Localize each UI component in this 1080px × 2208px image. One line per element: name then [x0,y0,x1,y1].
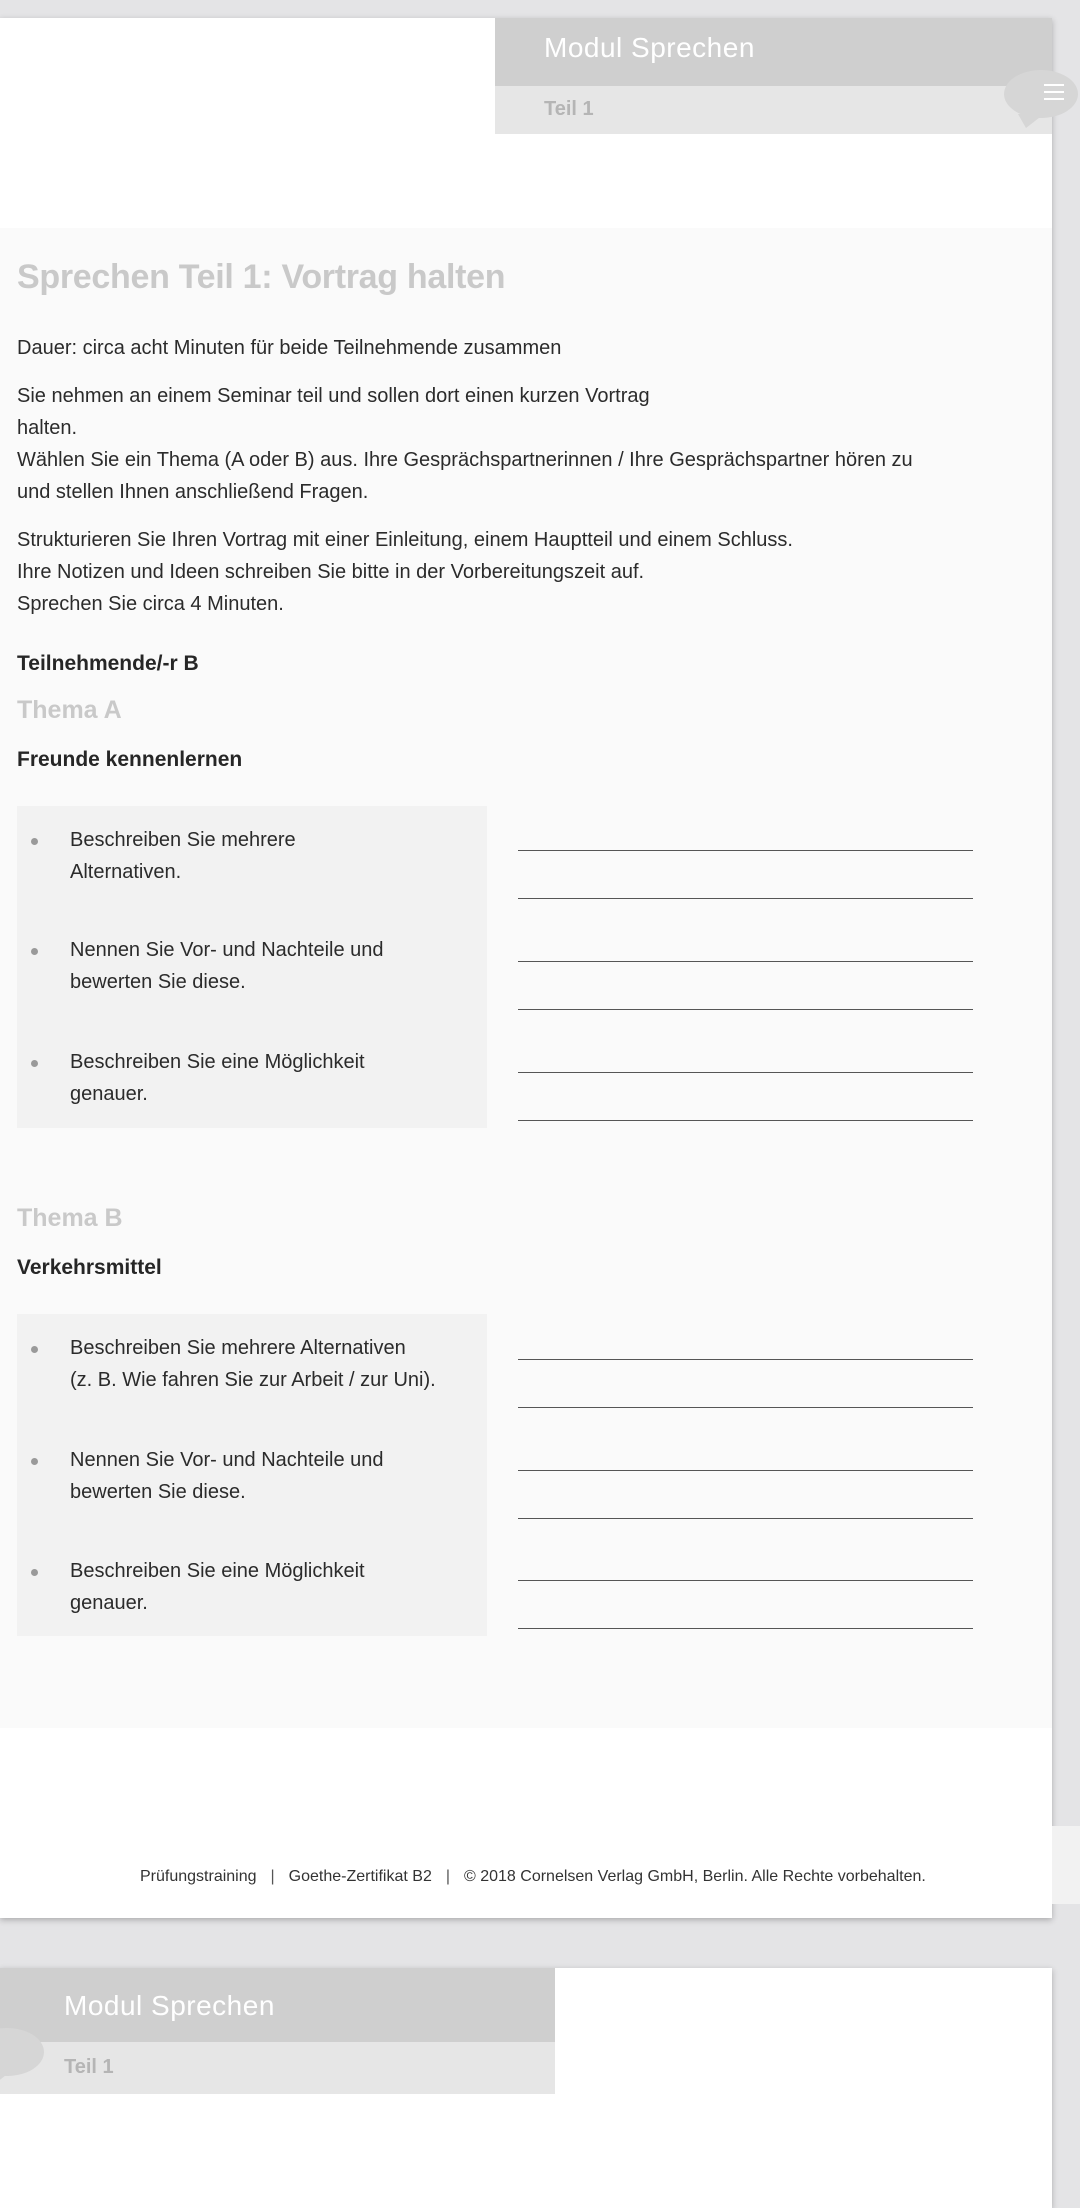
list-item-line2: Alternativen. [70,861,182,883]
module-header [495,18,1052,86]
note-line[interactable] [518,1407,973,1408]
list-item [70,1444,384,1508]
choose-text-2: und stellen Ihnen anschließend Fragen. [17,481,369,503]
bullet-icon [31,1060,38,1067]
list-item-line2: genauer. [70,1592,148,1614]
list-item [70,934,384,998]
participant-label: Teilnehmende/-r B [17,652,199,675]
choose-text-1: Wählen Sie ein Thema (A oder B) aus. Ihre Gesprächspartnerinnen / Ihre Gesprächspartner hören zu [17,449,913,471]
seminar-text-2: halten. [17,417,78,439]
footer-copyright: © 2018 Cornelsen Verlag GmbH, Berlin. Alle Rechte vorbehalten. [464,1868,926,1885]
list-item-line1: Beschreiben Sie eine Möglichkeit [70,1051,365,1073]
note-line[interactable] [518,1072,973,1073]
list-item-line2: (z. B. Wie fahren Sie zur Arbeit / zur Uni). [70,1369,436,1391]
note-line[interactable] [518,850,973,851]
note-line[interactable] [518,1580,973,1581]
list-item-line2: bewerten Sie diese. [70,1481,246,1503]
duration-text: Dauer: circa acht Minuten für beide Teilnehmende zusammen [17,337,562,359]
footer-exam: Goethe-Zertifikat B2 [288,1868,432,1885]
theme-b-topic: Verkehrsmittel [17,1256,162,1279]
footer-separator: | [270,1868,275,1885]
module-title: Modul Sprechen [544,32,755,63]
part-header [0,2042,555,2094]
theme-b-label: Thema B [17,1204,123,1232]
footer-separator: | [445,1868,450,1885]
module-title: Modul Sprechen [64,1990,275,2021]
part-label: Teil 1 [544,98,594,120]
structure-text-2: Ihre Notizen und Ideen schreiben Sie bitte in der Vorbereitungszeit auf. [17,561,645,583]
note-line[interactable] [518,1009,973,1010]
page-title: Sprechen Teil 1: Vortrag halten [17,258,506,296]
list-item-line2: bewerten Sie diese. [70,971,246,993]
theme-a-label: Thema A [17,696,122,724]
list-item [70,1046,365,1110]
list-item-line1: Beschreiben Sie mehrere Alternativen [70,1337,406,1359]
note-line[interactable] [518,1518,973,1519]
note-line[interactable] [518,1470,973,1471]
page-edge [1052,1826,1080,1904]
page-footer [140,1868,926,1886]
document-page [0,18,1052,1918]
structure-text-1: Strukturieren Sie Ihren Vortrag mit einer Einleitung, einem Hauptteil und einem Schluss. [17,529,793,551]
list-item [70,1332,436,1396]
list-item-line1: Beschreiben Sie eine Möglichkeit [70,1560,365,1582]
footer-series: Prüfungstraining [140,1868,257,1885]
list-item-line1: Nennen Sie Vor- und Nachteile und [70,939,384,961]
seminar-text-1: Sie nehmen an einem Seminar teil und sollen dort einen kurzen Vortrag [17,385,650,407]
bullet-icon [31,1458,38,1465]
next-document-page [0,1968,1052,2208]
note-line[interactable] [518,898,973,899]
list-item-line1: Nennen Sie Vor- und Nachteile und [70,1449,384,1471]
bullet-icon [31,838,38,845]
part-header [495,86,1052,134]
note-line[interactable] [518,1628,973,1629]
part-label: Teil 1 [64,2056,114,2078]
theme-a-topic: Freunde kennenlernen [17,748,243,771]
note-line[interactable] [518,961,973,962]
bullet-icon [31,1346,38,1353]
list-item-line2: genauer. [70,1083,148,1105]
bullet-icon [31,948,38,955]
note-line[interactable] [518,1359,973,1360]
list-item [70,1555,365,1619]
note-line[interactable] [518,1120,973,1121]
list-item [70,824,296,888]
speech-bubble-icon [1004,70,1078,118]
module-header [0,1968,555,2042]
bullet-icon [31,1569,38,1576]
structure-text-3: Sprechen Sie circa 4 Minuten. [17,593,284,615]
list-item-line1: Beschreiben Sie mehrere [70,829,296,851]
